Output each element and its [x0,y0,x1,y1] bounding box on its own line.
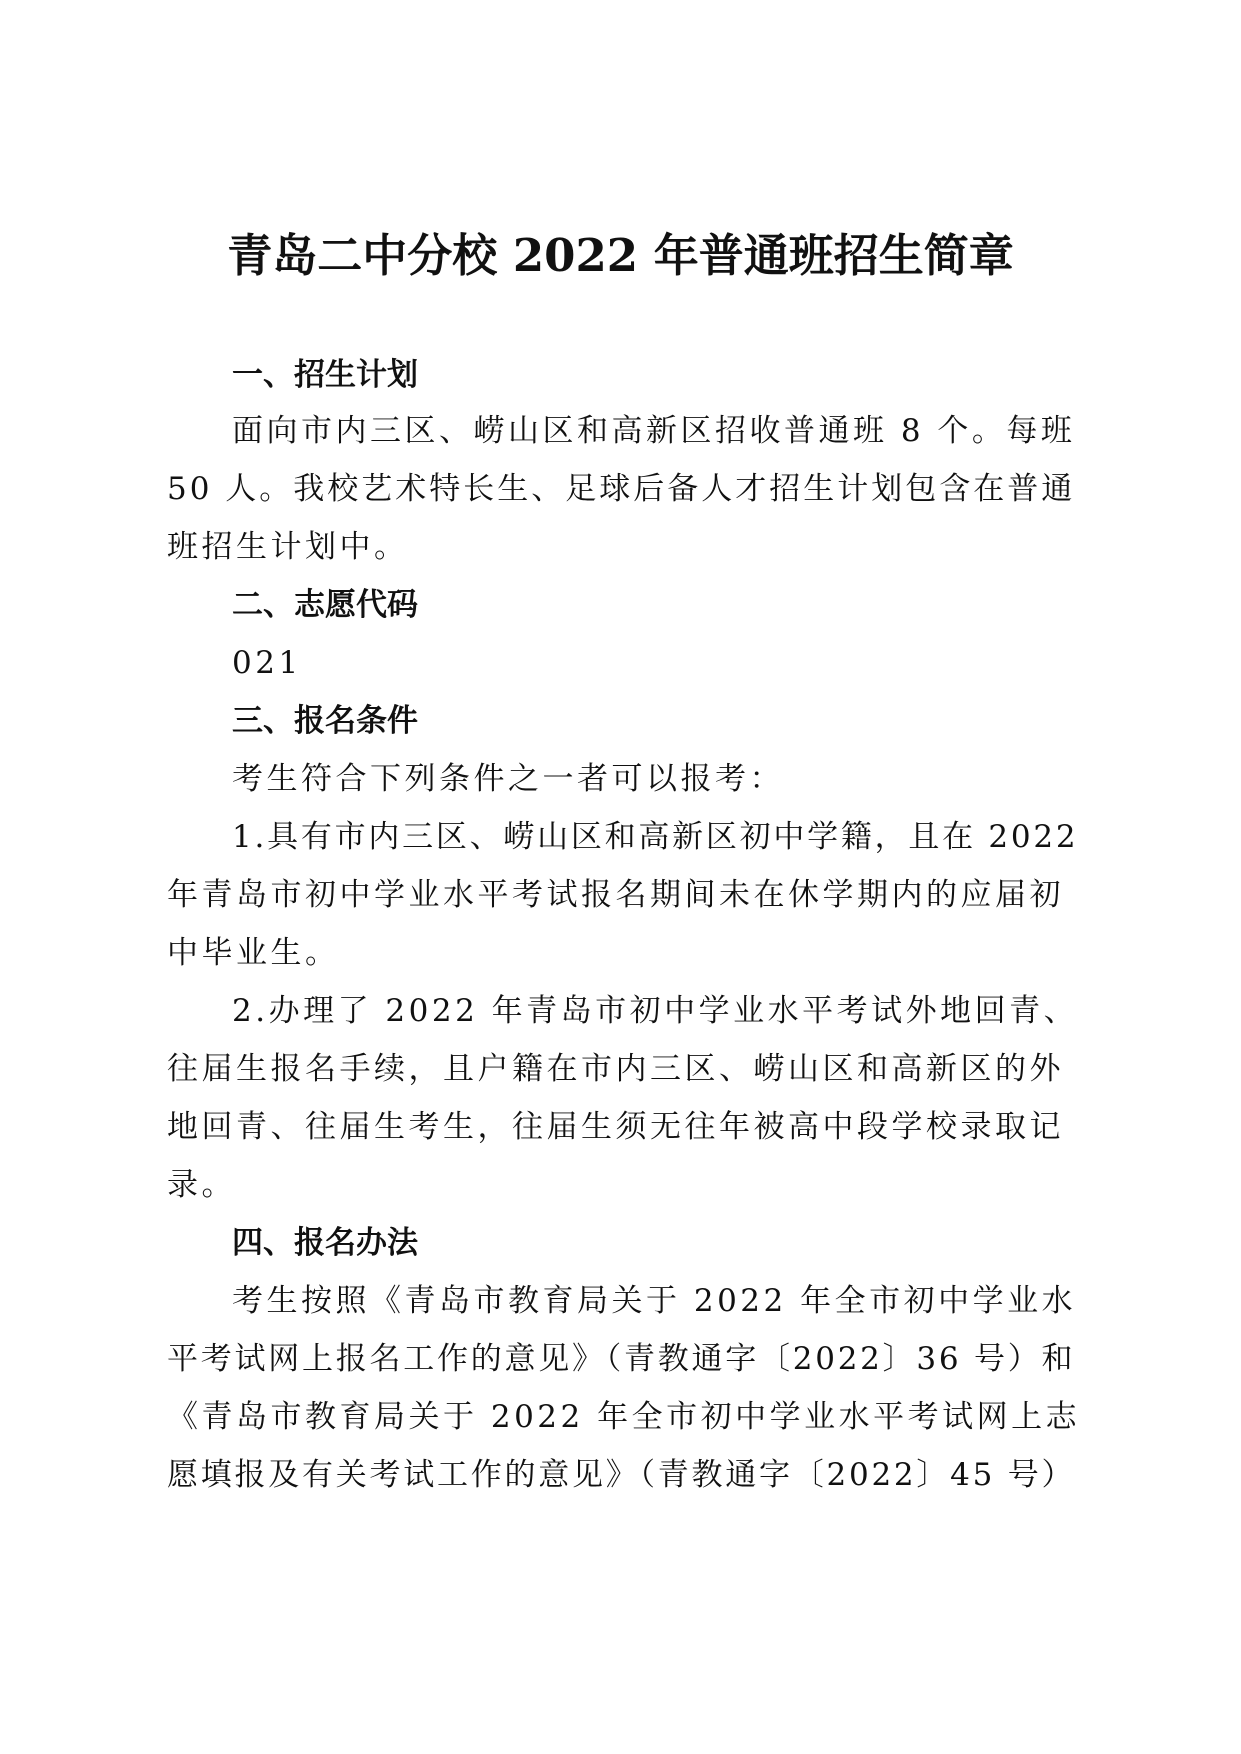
paragraph-line: 年青岛市初中学业水平考试报名期间未在休学期内的应届初 [167,877,1064,913]
paragraph-line: 录。 [167,1167,236,1203]
paragraph-line: 1.具有市内三区、崂山区和高新区初中学籍，且在 2022 [232,819,1079,855]
paragraph-line: 中毕业生。 [167,935,340,971]
paragraph-line: 地回青、往届生考生，往届生须无往年被高中段学校录取记 [167,1109,1064,1145]
paragraph-line: 往届生报名手续，且户籍在市内三区、崂山区和高新区的外 [167,1051,1064,1087]
paragraph-line: 面向市内三区、崂山区和高新区招收普通班 8 个。每班 [232,413,1076,449]
paragraph-line: 2.办理了 2022 年青岛市初中学业水平考试外地回青、 [232,993,1079,1029]
section-heading-conditions: 三、报名条件 [232,703,418,739]
paragraph-line: 50 人。我校艺术特长生、足球后备人才招生计划包含在普通 [167,471,1076,507]
document-title: 青岛二中分校 2022 年普通班招生简章 [227,229,1014,282]
paragraph-line: 班招生计划中。 [167,529,409,565]
section-heading-method: 四、报名办法 [232,1225,418,1261]
paragraph-line: 平考试网上报名工作的意见》（青教通字〔2022〕36 号）和 [167,1341,1076,1377]
paragraph-line: 考生符合下列条件之一者可以报考： [232,761,784,797]
paragraph-line: 考生按照《青岛市教育局关于 2022 年全市初中学业水 [232,1283,1077,1319]
paragraph-line: 愿填报及有关考试工作的意见》（青教通字〔2022〕45 号） [167,1457,1076,1493]
paragraph-line: 《青岛市教育局关于 2022 年全市初中学业水平考试网上志 [167,1399,1081,1435]
section-heading-plan: 一、招生计划 [232,357,418,393]
paragraph-line: 021 [232,645,302,681]
section-heading-code: 二、志愿代码 [232,587,418,623]
